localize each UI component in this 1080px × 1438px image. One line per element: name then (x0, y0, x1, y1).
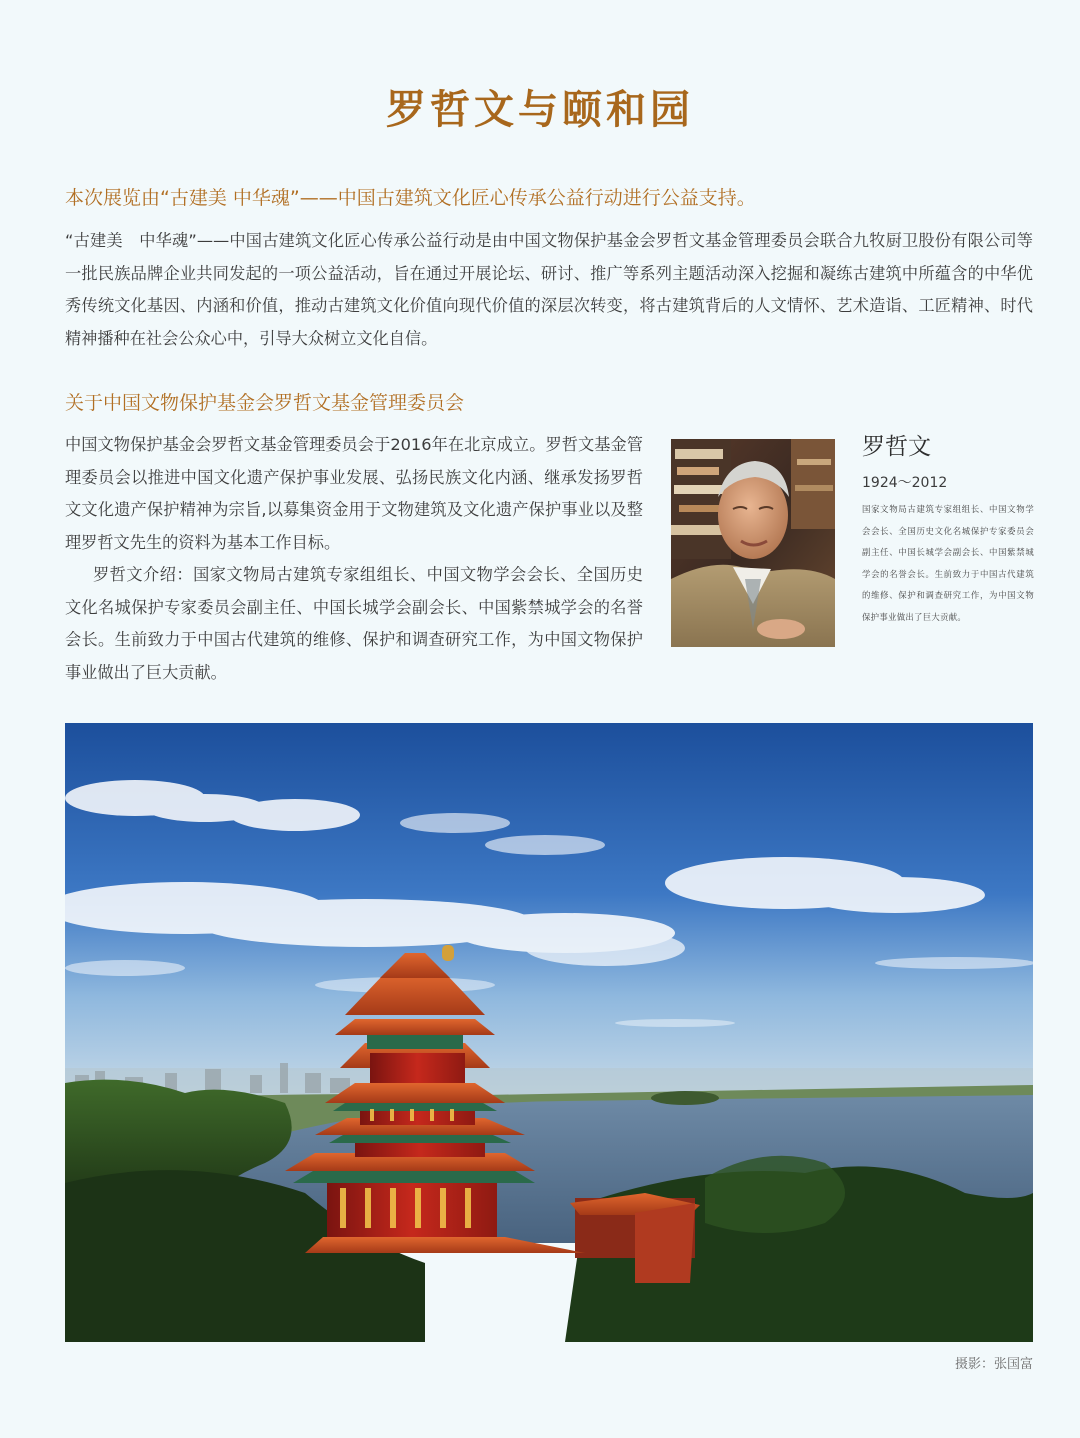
summer-palace-photo (65, 723, 1033, 1342)
bio-years: 1924～2012 (862, 475, 948, 491)
photo-credit: 摄影：张国富 (954, 1357, 1033, 1372)
initiative-paragraph: “古建美 中华魂”——中国古建筑文化匠心传承公益行动是由中国文物保护基金会罗哲文基金管理委员会联合九牧厨卫股份有限公司等一批民族品牌企业共同发起的一项公益活动，旨在通过开展论坛、研讨、推广等系列主题活动深入挖掘和凝练古建筑中所蕴含的中华优秀传统文化基因、内涵和价值，推动古建筑文化价值向现代价值的深层次转变，将古建筑背后的人文情怀、艺术造诣、工匠精神、时代精神播种在社会公众心中，引导大众树立文化自信。 (65, 231, 1033, 348)
portrait-photo (671, 439, 835, 647)
support-heading: 本次展览由“古建美 中华魂”——中国古建筑文化匠心传承公益行动进行公益支持。 (65, 187, 756, 209)
foundation-heading: 关于中国文物保护基金会罗哲文基金管理委员会 (65, 392, 465, 414)
bio-card (862, 430, 1034, 629)
bio-description: 国家文物局古建筑专家组组长、中国文物学会会长、全国历史文化名城保护专家委员会副主任、中国长城学会副会长、中国紫禁城学会的名誉会长。生前致力于中国古代建筑的维修、保护和调查研究工作，为中国文物保护事业做出了巨大贡献。 (862, 504, 1034, 622)
luo-intro-paragraph: 罗哲文介绍：国家文物局古建筑专家组组长、中国文物学会会长、全国历史文化名城保护专家委员会副主任、中国长城学会副会长、中国紫禁城学会的名誉会长。生前致力于中国古代建筑的维修、保护和调查研究工作，为中国文物保护事业做出了巨大贡献。 (65, 565, 643, 682)
foundation-text (65, 429, 643, 689)
bio-name: 罗哲文 (862, 434, 931, 460)
page-title: 罗哲文与颐和园 (386, 86, 694, 133)
foundation-paragraph: 中国文物保护基金会罗哲文基金管理委员会于2016年在北京成立。罗哲文基金管理委员会以推进中国文化遗产保护事业发展、弘扬民族文化内涵、继承发扬罗哲文文化遗产保护精神为宗旨,以募集资金用于文物建筑及文化遗产保护事业以及整理罗哲文先生的资料为基本工作目标。 (65, 435, 643, 552)
